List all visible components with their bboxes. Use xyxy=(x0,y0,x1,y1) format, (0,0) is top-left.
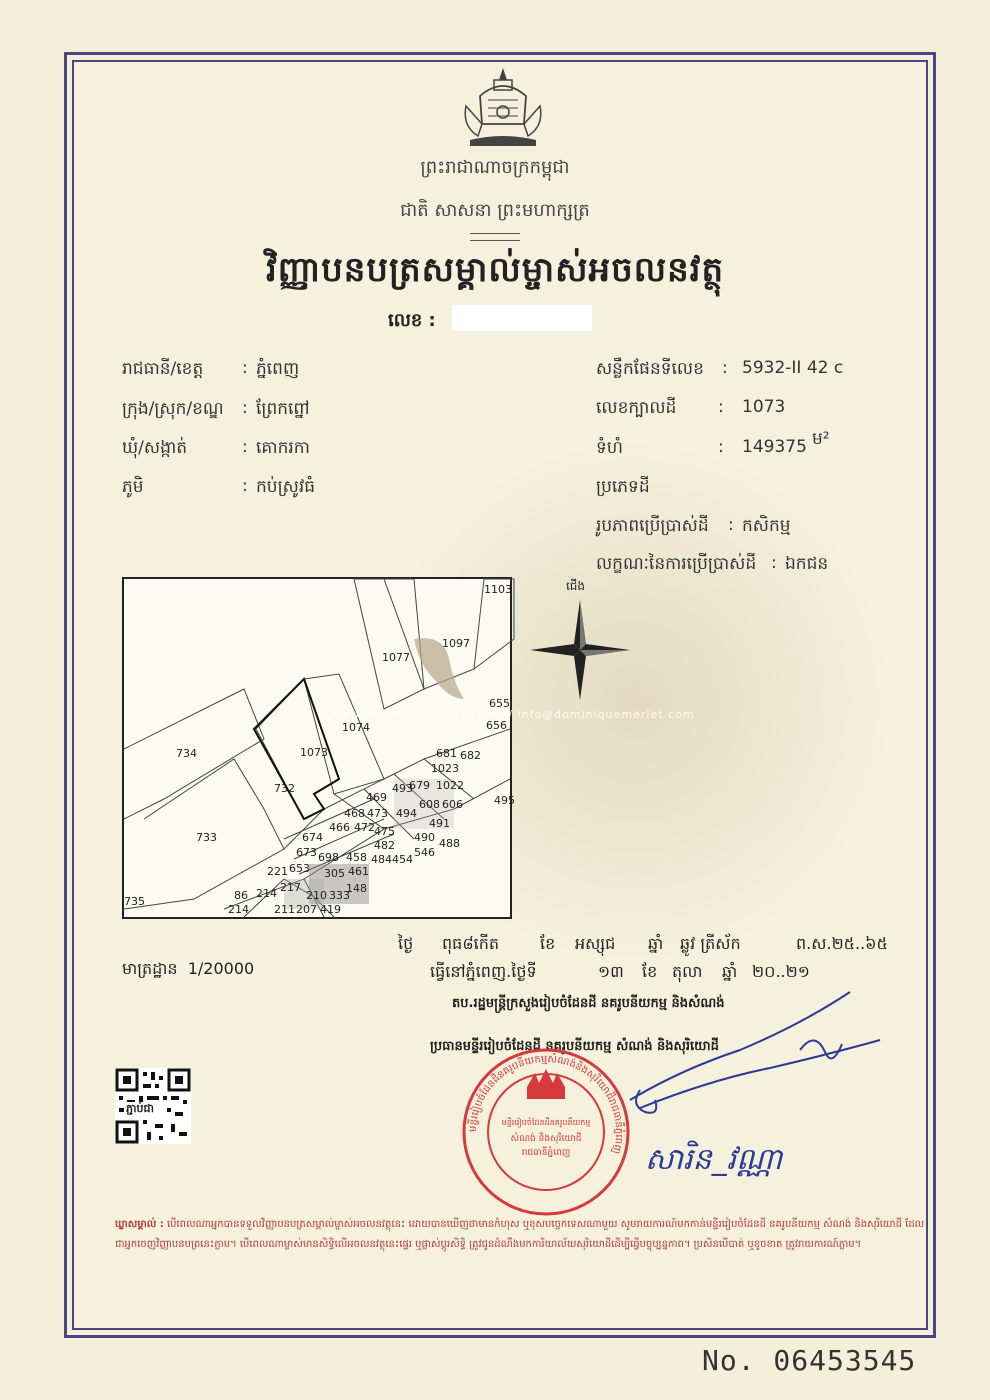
land-use-value: កសិកម្ម xyxy=(742,516,791,536)
seal-inner-line1: មន្ទីររៀបចំដែនដីនគរូបនីយកម្ម xyxy=(501,1118,591,1127)
village-colon: : xyxy=(242,476,248,496)
document-title: វិញ្ញាបនបត្រសម្គាល់ម្ចាស់អចលនវត្ថុ xyxy=(265,250,725,290)
land-use-label: រូបភាពប្រើប្រាស់ដី xyxy=(596,516,709,536)
footnote-label: ឃ្លាសម្គាល់ : xyxy=(115,1219,164,1230)
commune-label: ឃុំ/សង្កាត់ xyxy=(122,438,188,458)
province-value: ភ្នំពេញ xyxy=(256,359,300,379)
village-value: កប់ស្រូវធំ xyxy=(256,477,316,497)
parcel-label: 148 xyxy=(346,882,367,895)
parcel-label: 461 xyxy=(348,865,369,878)
lunar-date-year-value: ឆ្លូវ ត្រីស័ក xyxy=(680,934,741,953)
parcel-number-colon: : xyxy=(718,397,724,417)
issue-year-value: ២០..២១ xyxy=(752,962,810,981)
district-label: ក្រុង/ស្រុក/ខណ្ឌ xyxy=(122,399,224,419)
parcel-label: 468 xyxy=(344,807,365,820)
parcel-label: 473 xyxy=(367,807,388,820)
parcel-label: 419 xyxy=(320,903,341,916)
parcel-label: 606 xyxy=(442,798,463,811)
area-unit: ម² xyxy=(812,429,830,449)
parcel-label: 217 xyxy=(280,881,301,894)
parcel-label: 1077 xyxy=(382,651,410,664)
national-motto: ជាតិ សាសនា ព្រះមហាក្សត្រ xyxy=(400,200,590,221)
parcel-label: 482 xyxy=(374,839,395,852)
map-scale xyxy=(122,958,254,982)
parcel-label: 1073 xyxy=(300,746,328,759)
redacted-number-box xyxy=(452,305,592,331)
scale-label: មាត្រដ្ឋាន xyxy=(122,959,178,978)
issue-month-value: តុលា xyxy=(672,962,703,981)
parcel-label: 698 xyxy=(318,851,339,864)
commune-value: គោករកា xyxy=(256,438,310,458)
parcel-label: 495 xyxy=(494,794,515,807)
province-colon: : xyxy=(242,358,248,378)
lunar-date-day-label: ថ្ងៃ xyxy=(398,934,414,953)
parcel-label: 608 xyxy=(419,798,440,811)
seal-inner-line2: សំណង់ និងសុរិយោដី xyxy=(510,1134,582,1144)
number-label: លេខ : xyxy=(388,310,436,331)
map-sheet-colon: : xyxy=(722,358,728,378)
area-value: 149375 xyxy=(742,437,807,457)
parcel-label: 734 xyxy=(176,747,197,760)
parcel-number-label: លេខក្បាលដី xyxy=(596,398,677,418)
map-watermark: www.dominiquemerlet.com / info@dominiquemerlet.com xyxy=(330,708,695,721)
parcel-label: 732 xyxy=(274,782,295,795)
official-seal-icon xyxy=(455,1047,637,1217)
north-arrow-icon xyxy=(530,600,630,700)
parcel-label: 682 xyxy=(460,749,481,762)
scale-value: 1/20000 xyxy=(187,959,255,978)
signatory-ministry-line: តប.រដ្ឋមន្ត្រីក្រសួងរៀបចំដែនដី នគរូបនីយកម្ម និងសំណង់ xyxy=(452,996,725,1011)
seal-inner-line3: រាជធានីភ្នំពេញ xyxy=(521,1148,571,1158)
parcel-label: 546 xyxy=(414,846,435,859)
signatory-name: សារិន_វណ្ណា xyxy=(645,1142,783,1177)
commune-colon: : xyxy=(242,437,248,457)
parcel-label: 221 xyxy=(267,865,288,878)
issue-day-value: ១៣ xyxy=(598,962,624,981)
parcel-label: 214 xyxy=(228,903,249,916)
parcel-label: 211 xyxy=(274,903,295,916)
parcel-label: 333 xyxy=(329,889,350,902)
issue-place-day-label: ធ្វើនៅភ្នំពេញ.ថ្ងៃទី xyxy=(430,962,537,981)
buddhist-era-value: ព.ស.២៥..៦៥ xyxy=(796,934,888,953)
parcel-label: 673 xyxy=(296,846,317,859)
lunar-date-month-label: ខែ xyxy=(540,934,556,953)
parcel-label: 491 xyxy=(429,817,450,830)
land-type-label: ប្រភេទដី xyxy=(596,477,650,497)
parcel-label: 735 xyxy=(124,895,145,908)
kingdom-heading: ព្រះរាជាណាចក្រកម្ពុជា xyxy=(420,157,570,178)
area-colon: : xyxy=(718,437,724,457)
parcel-label: 1103 xyxy=(484,583,512,596)
area-label: ទំហំ xyxy=(596,438,623,458)
parcel-label: 653 xyxy=(289,862,310,875)
map-sheet-label: សន្លឹកផែនទីលេខ xyxy=(596,359,704,379)
parcel-label: 210 xyxy=(306,889,327,902)
parcel-label: 494 xyxy=(396,807,417,820)
royal-emblem-icon xyxy=(458,66,548,148)
footnote xyxy=(115,1215,930,1255)
province-label: រាជធានី/ខេត្ត xyxy=(122,359,204,379)
parcel-label: 207 xyxy=(296,903,317,916)
district-colon: : xyxy=(242,398,248,418)
parcel-label: 1022 xyxy=(436,779,464,792)
parcel-label: 1023 xyxy=(431,762,459,775)
parcel-label: 1097 xyxy=(442,637,470,650)
issue-month-label: ខែ xyxy=(642,962,658,981)
footnote-text: បើពេលណាអ្នកបានទទួលវិញ្ញាបនបត្រសម្គាល់ម្ចាស់អចលនវត្ថុនេះ ដោយបានឃើញថាមានកំហុស ឬខុសបច្ចេកទេសណាមួយ សូមរាយការណ៍មកកាន់មន្ទីររៀបចំដែនដី នគរូបនីយកម្ម សំណង់ និងសុរិយោដី ដែលជាអ្នកចេញវិញ្ញាបនបត្រនេះភ្លាម។ បើពេលណាម្ចាស់មានសិទ្ធិលើអចលនវត្ថុនេះផ្ទេរ ឬផ្លាស់ប្តូរសិទ្ធិ ត្រូវជូនដំណឹងមកការិយាល័យសុរិយោដីដើម្បីធ្វើបច្ចុប្បន្នភាព។ ប្រសិនបើបាត់ ឬខូចខាត ត្រូវរាយការណ៍ភ្លាម។ xyxy=(115,1219,925,1250)
parcel-label: 488 xyxy=(439,837,460,850)
land-use-character-label: លក្ខណៈនៃការប្រើប្រាស់ដី xyxy=(596,554,757,574)
lunar-date-month-value: អស្សុជ xyxy=(575,934,616,953)
parcel-label: 655 xyxy=(489,697,510,710)
parcel-label: 305 xyxy=(324,867,345,880)
lunar-date-day-value: ពុធ៨កើត xyxy=(442,934,500,953)
district-value: ព្រែកព្នៅ xyxy=(256,399,310,419)
signatory-department-line: ប្រធានមន្ទីររៀបចំដែនដី នគរូបនីយកម្ម សំណង់ និងសុរិយោដី xyxy=(430,1039,719,1054)
serial-number: No. 06453545 xyxy=(702,1344,917,1377)
land-use-character-colon: : xyxy=(771,553,777,573)
divider-ornament xyxy=(470,233,520,241)
parcel-label: 469 xyxy=(366,791,387,804)
parcel-label: 490 xyxy=(414,831,435,844)
parcel-label: 214 xyxy=(256,887,277,900)
parcel-label: 86 xyxy=(234,889,248,902)
parcel-label: 454 xyxy=(392,853,413,866)
land-use-character-value: ឯកជន xyxy=(785,554,829,574)
parcel-label: 681 xyxy=(436,747,457,760)
issue-year-label: ឆ្នាំ xyxy=(722,962,738,981)
parcel-label: 472 xyxy=(354,821,375,834)
parcel-label: 458 xyxy=(346,851,367,864)
parcel-label: 1074 xyxy=(342,721,370,734)
village-label: ភូមិ xyxy=(122,477,144,497)
parcel-label: 679 xyxy=(409,779,430,792)
lunar-date-year-label: ឆ្នាំ xyxy=(648,934,664,953)
parcel-number-value: 1073 xyxy=(742,397,786,417)
parcel-label: 466 xyxy=(329,821,350,834)
handwritten-signature-icon xyxy=(620,980,900,1160)
parcel-label: 733 xyxy=(196,831,217,844)
land-use-colon: : xyxy=(728,515,734,535)
parcel-label: 656 xyxy=(486,719,507,732)
parcel-label: 674 xyxy=(302,831,323,844)
qr-caption: ភ្ជាប់ជា xyxy=(124,1102,156,1118)
seal-outer-text: មន្ទីររៀបចំដែនដីនគរូបនីយកម្មសំណង់និងសុរិយោដីរាជធានីភ្នំពេញ xyxy=(467,1053,625,1155)
north-label: ជើង xyxy=(566,579,586,593)
parcel-label: 484 xyxy=(371,853,392,866)
parcel-label: 493 xyxy=(392,782,413,795)
parcel-label: 475 xyxy=(374,825,395,838)
map-sheet-value: 5932-II 42 c xyxy=(742,358,844,378)
